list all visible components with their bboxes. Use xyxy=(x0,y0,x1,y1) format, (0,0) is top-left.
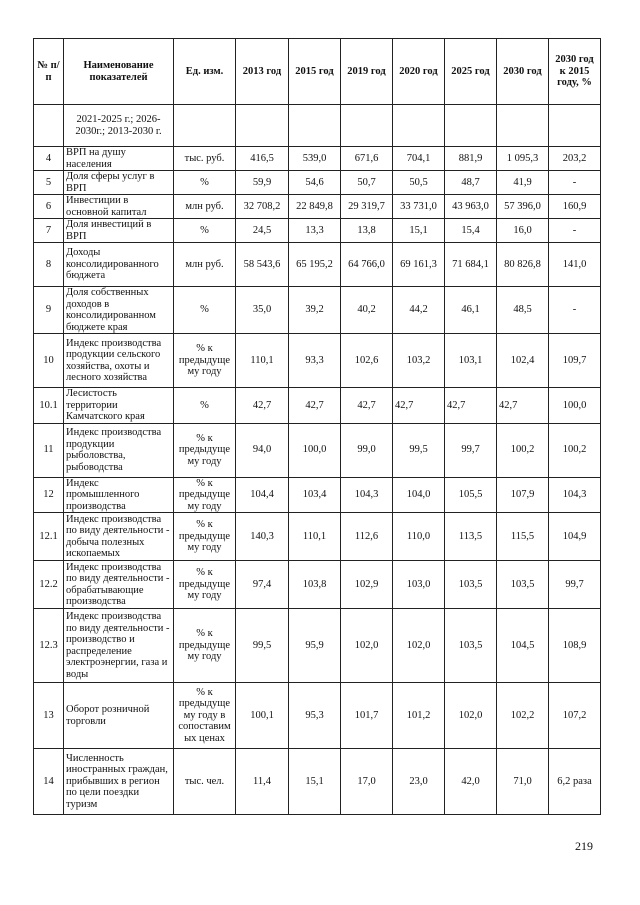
value-2019: 50,7 xyxy=(341,171,393,195)
indicators-table xyxy=(33,38,601,815)
value-2013: 100,1 xyxy=(236,683,289,749)
value-2015: 95,9 xyxy=(289,609,341,683)
value-2013: 24,5 xyxy=(236,219,289,243)
value-2015: 539,0 xyxy=(289,147,341,171)
value-2015: 22 849,8 xyxy=(289,195,341,219)
value-2019: 102,0 xyxy=(341,609,393,683)
value-2020: 102,0 xyxy=(393,609,445,683)
value-2030: 71,0 xyxy=(497,749,549,815)
value-2030: 80 826,8 xyxy=(497,243,549,287)
value-2019: 29 319,7 xyxy=(341,195,393,219)
value-2019: 42,7 xyxy=(341,388,393,424)
value-2019: 101,7 xyxy=(341,683,393,749)
indicator-name: Индекс производства продукции рыболовства, рыбоводства xyxy=(64,423,174,477)
value-2025: 103,5 xyxy=(445,609,497,683)
row-number: 12.1 xyxy=(34,513,64,561)
col-2013-header: 2013 год xyxy=(236,39,289,105)
value-2025: 103,5 xyxy=(445,561,497,609)
value-2019: 671,6 xyxy=(341,147,393,171)
row-number: 8 xyxy=(34,243,64,287)
row-number: 7 xyxy=(34,219,64,243)
table-row xyxy=(34,171,601,195)
table-row xyxy=(34,219,601,243)
unit-cell: млн руб. xyxy=(174,195,236,219)
subheader-row xyxy=(34,105,601,147)
value-2020: 69 161,3 xyxy=(393,243,445,287)
value-2020: 33 731,0 xyxy=(393,195,445,219)
indicator-name: Индекс производства по виду деятельности - обрабатывающие производства xyxy=(64,561,174,609)
value-2030: 1 095,3 xyxy=(497,147,549,171)
unit-cell: % к предыдуще му году xyxy=(174,423,236,477)
value-2030-vs-2015: 203,2 xyxy=(549,147,601,171)
table-row xyxy=(34,243,601,287)
value-2025: 103,1 xyxy=(445,334,497,388)
value-2030: 16,0 xyxy=(497,219,549,243)
value-2013: 11,4 xyxy=(236,749,289,815)
value-2015: 13,3 xyxy=(289,219,341,243)
indicator-name: Доля инвестиций в ВРП xyxy=(64,219,174,243)
col-2030-vs-2015-header: 2030 год к 2015 году, % xyxy=(549,39,601,105)
row-number: 12 xyxy=(34,477,64,513)
col-num-header: № п/п xyxy=(34,39,64,105)
value-2015: 95,3 xyxy=(289,683,341,749)
value-2019: 13,8 xyxy=(341,219,393,243)
unit-cell: % к предыдуще му году xyxy=(174,561,236,609)
indicator-name: Индекс производства по виду деятельности - добыча полезных ископаемых xyxy=(64,513,174,561)
table-row xyxy=(34,513,601,561)
indicator-name: Доля сферы услуг в ВРП xyxy=(64,171,174,195)
table-row xyxy=(34,477,601,513)
col-2025-header: 2025 год xyxy=(445,39,497,105)
value-2030: 57 396,0 xyxy=(497,195,549,219)
value-2020: 103,2 xyxy=(393,334,445,388)
value-2025: 881,9 xyxy=(445,147,497,171)
value-2030-vs-2015: 99,7 xyxy=(549,561,601,609)
indicator-name: Индекс производства по виду деятельности - производство и распределение электроэнергии, газа и воды xyxy=(64,609,174,683)
value-2013: 110,1 xyxy=(236,334,289,388)
value-2020: 101,2 xyxy=(393,683,445,749)
value-2030: 107,9 xyxy=(497,477,549,513)
value-2030: 100,2 xyxy=(497,423,549,477)
row-number: 10 xyxy=(34,334,64,388)
col-2030-header: 2030 год xyxy=(497,39,549,105)
value-2015: 39,2 xyxy=(289,287,341,334)
row-number: 12.2 xyxy=(34,561,64,609)
indicator-name: Лесистость территории Камчатского края xyxy=(64,388,174,424)
unit-cell: млн руб. xyxy=(174,243,236,287)
value-2013: 32 708,2 xyxy=(236,195,289,219)
value-2013: 99,5 xyxy=(236,609,289,683)
row-number: 9 xyxy=(34,287,64,334)
page-number: 219 xyxy=(575,839,593,853)
header-row xyxy=(34,39,601,105)
value-2015: 54,6 xyxy=(289,171,341,195)
value-2015: 15,1 xyxy=(289,749,341,815)
value-2025: 48,7 xyxy=(445,171,497,195)
row-number: 12.3 xyxy=(34,609,64,683)
value-2030: 102,4 xyxy=(497,334,549,388)
value-2019: 64 766,0 xyxy=(341,243,393,287)
value-2015: 42,7 xyxy=(289,388,341,424)
value-2019: 112,6 xyxy=(341,513,393,561)
value-2020: 704,1 xyxy=(393,147,445,171)
value-2030-vs-2015: 100,0 xyxy=(549,388,601,424)
table-row xyxy=(34,287,601,334)
value-2025: 15,4 xyxy=(445,219,497,243)
value-2019: 17,0 xyxy=(341,749,393,815)
value-2020: 99,5 xyxy=(393,423,445,477)
value-2030-vs-2015: 107,2 xyxy=(549,683,601,749)
value-2015: 103,8 xyxy=(289,561,341,609)
col-unit-header: Ед. изм. xyxy=(174,39,236,105)
value-2030: 102,2 xyxy=(497,683,549,749)
value-2030-vs-2015: 141,0 xyxy=(549,243,601,287)
value-2019: 104,3 xyxy=(341,477,393,513)
value-2015: 110,1 xyxy=(289,513,341,561)
value-2030: 48,5 xyxy=(497,287,549,334)
value-2013: 416,5 xyxy=(236,147,289,171)
value-2025: 46,1 xyxy=(445,287,497,334)
value-2025: 113,5 xyxy=(445,513,497,561)
value-2020: 15,1 xyxy=(393,219,445,243)
value-2013: 58 543,6 xyxy=(236,243,289,287)
col-2015-header: 2015 год xyxy=(289,39,341,105)
unit-cell: % xyxy=(174,219,236,243)
value-2013: 94,0 xyxy=(236,423,289,477)
indicator-name: Индекс промышленного производства xyxy=(64,477,174,513)
row-number: 11 xyxy=(34,423,64,477)
value-2015: 103,4 xyxy=(289,477,341,513)
value-2030-vs-2015: 109,7 xyxy=(549,334,601,388)
value-2020: 23,0 xyxy=(393,749,445,815)
value-2025: 42,0 xyxy=(445,749,497,815)
value-2030-vs-2015: 104,3 xyxy=(549,477,601,513)
row-number: 13 xyxy=(34,683,64,749)
table-row xyxy=(34,388,601,424)
indicator-name: Численность иностранных граждан, прибывших в регион по цели поездки туризм xyxy=(64,749,174,815)
table-row xyxy=(34,749,601,815)
value-2030-vs-2015: 160,9 xyxy=(549,195,601,219)
table-row xyxy=(34,683,601,749)
row-number: 4 xyxy=(34,147,64,171)
value-2030-vs-2015: 108,9 xyxy=(549,609,601,683)
indicator-name: ВРП на душу населения xyxy=(64,147,174,171)
unit-cell: % xyxy=(174,388,236,424)
indicator-name: Доходы консолидированного бюджета xyxy=(64,243,174,287)
indicator-name: Доля собственных доходов в консолидированном бюджете края xyxy=(64,287,174,334)
value-2025: 42,7 xyxy=(445,388,497,424)
row-number: 14 xyxy=(34,749,64,815)
value-2030-vs-2015: - xyxy=(549,287,601,334)
value-2030-vs-2015: - xyxy=(549,219,601,243)
value-2013: 42,7 xyxy=(236,388,289,424)
unit-cell: тыс. чел. xyxy=(174,749,236,815)
value-2013: 140,3 xyxy=(236,513,289,561)
value-2019: 102,9 xyxy=(341,561,393,609)
table-row xyxy=(34,561,601,609)
table-row xyxy=(34,423,601,477)
value-2019: 40,2 xyxy=(341,287,393,334)
value-2020: 110,0 xyxy=(393,513,445,561)
value-2025: 43 963,0 xyxy=(445,195,497,219)
unit-cell: % к предыдуще му году xyxy=(174,513,236,561)
indicator-name: Индекс производства продукции сельского хозяйства, охоты и лесного хозяйства xyxy=(64,334,174,388)
value-2030: 42,7 xyxy=(497,388,549,424)
unit-cell: % xyxy=(174,171,236,195)
unit-cell: % к предыдуще му году в сопоставим ых ценах xyxy=(174,683,236,749)
indicator-name: Инвестиции в основной капитал xyxy=(64,195,174,219)
value-2025: 105,5 xyxy=(445,477,497,513)
value-2015: 65 195,2 xyxy=(289,243,341,287)
value-2030: 41,9 xyxy=(497,171,549,195)
value-2013: 97,4 xyxy=(236,561,289,609)
col-2020-header: 2020 год xyxy=(393,39,445,105)
col-name-header: Наименование показателей xyxy=(64,39,174,105)
table-row xyxy=(34,147,601,171)
col-2019-header: 2019 год xyxy=(341,39,393,105)
value-2015: 100,0 xyxy=(289,423,341,477)
value-2025: 102,0 xyxy=(445,683,497,749)
row-number: 10.1 xyxy=(34,388,64,424)
value-2019: 99,0 xyxy=(341,423,393,477)
row-number: 6 xyxy=(34,195,64,219)
unit-cell: % к предыдуще му году xyxy=(174,609,236,683)
value-2013: 59,9 xyxy=(236,171,289,195)
unit-cell: % xyxy=(174,287,236,334)
value-2013: 35,0 xyxy=(236,287,289,334)
value-2030: 104,5 xyxy=(497,609,549,683)
value-2015: 93,3 xyxy=(289,334,341,388)
table-row xyxy=(34,334,601,388)
unit-cell: тыс. руб. xyxy=(174,147,236,171)
value-2020: 50,5 xyxy=(393,171,445,195)
table-row xyxy=(34,195,601,219)
unit-cell: % к предыдуще му году xyxy=(174,334,236,388)
value-2020: 42,7 xyxy=(393,388,445,424)
value-2030-vs-2015: 100,2 xyxy=(549,423,601,477)
value-2030-vs-2015: 6,2 раза xyxy=(549,749,601,815)
table-row xyxy=(34,609,601,683)
unit-cell: % к предыдуще му году xyxy=(174,477,236,513)
value-2030-vs-2015: 104,9 xyxy=(549,513,601,561)
value-2020: 44,2 xyxy=(393,287,445,334)
period-note: 2021-2025 г.; 2026-2030г.; 2013-2030 г. xyxy=(64,105,174,147)
value-2019: 102,6 xyxy=(341,334,393,388)
indicator-name: Оборот розничной торговли xyxy=(64,683,174,749)
value-2030-vs-2015: - xyxy=(549,171,601,195)
value-2020: 103,0 xyxy=(393,561,445,609)
value-2030: 103,5 xyxy=(497,561,549,609)
value-2020: 104,0 xyxy=(393,477,445,513)
row-number: 5 xyxy=(34,171,64,195)
value-2025: 99,7 xyxy=(445,423,497,477)
value-2030: 115,5 xyxy=(497,513,549,561)
value-2013: 104,4 xyxy=(236,477,289,513)
value-2025: 71 684,1 xyxy=(445,243,497,287)
